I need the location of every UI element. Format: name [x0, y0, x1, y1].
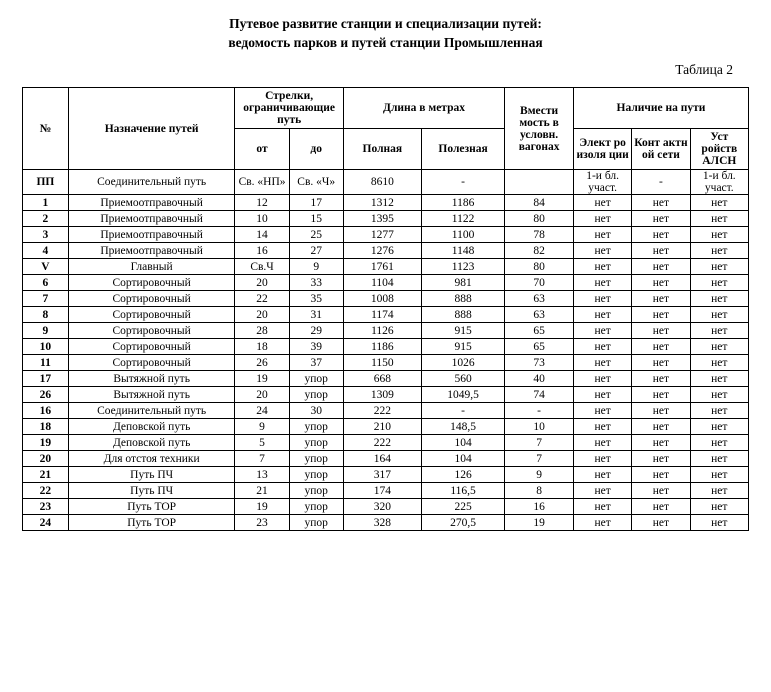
table-body [23, 170, 749, 531]
cell-electro-isolation: нет [573, 243, 631, 259]
header-contact-network: Конт актн ой сети [632, 129, 690, 170]
cell-length-useful: 270,5 [421, 515, 504, 531]
cell-capacity: 8 [505, 483, 574, 499]
header-to: до [289, 129, 343, 170]
cell-capacity: 78 [505, 227, 574, 243]
cell-purpose: Для отстоя техники [68, 451, 235, 467]
cell-number: 4 [23, 243, 69, 259]
cell-contact-network: нет [632, 291, 690, 307]
title-line-1: Путевое развитие станции и специализации путей: [229, 16, 542, 31]
cell-purpose: Сортировочный [68, 275, 235, 291]
cell-alsn: нет [690, 483, 748, 499]
header-useful-length: Полезная [421, 129, 504, 170]
cell-electro-isolation: нет [573, 339, 631, 355]
cell-electro-isolation: нет [573, 227, 631, 243]
cell-number: 8 [23, 307, 69, 323]
cell-switch-to: Св. «Ч» [289, 170, 343, 195]
header-switches: Стрелки, ограничивающие путь [235, 88, 343, 129]
cell-length-full: 1186 [343, 339, 421, 355]
cell-length-full: 1395 [343, 211, 421, 227]
cell-number: 6 [23, 275, 69, 291]
cell-contact-network: нет [632, 339, 690, 355]
cell-contact-network: нет [632, 387, 690, 403]
cell-switch-from: Св.Ч [235, 259, 289, 275]
cell-length-full: 222 [343, 403, 421, 419]
table-row [23, 355, 749, 371]
cell-alsn: нет [690, 499, 748, 515]
cell-length-useful: 225 [421, 499, 504, 515]
cell-number: 19 [23, 435, 69, 451]
cell-electro-isolation: нет [573, 195, 631, 211]
cell-switch-to: упор [289, 515, 343, 531]
cell-number: V [23, 259, 69, 275]
cell-switch-to: 31 [289, 307, 343, 323]
cell-switch-to: 30 [289, 403, 343, 419]
cell-switch-to: упор [289, 371, 343, 387]
cell-electro-isolation: нет [573, 515, 631, 531]
header-full-length: Полная [343, 129, 421, 170]
cell-purpose: Путь ТОР [68, 499, 235, 515]
table-row [23, 195, 749, 211]
cell-electro-isolation: нет [573, 275, 631, 291]
header-length: Длина в метрах [343, 88, 504, 129]
cell-length-useful: - [421, 170, 504, 195]
cell-length-useful: 104 [421, 451, 504, 467]
cell-purpose: Сортировочный [68, 291, 235, 307]
table-header [23, 88, 749, 170]
cell-electro-isolation: нет [573, 403, 631, 419]
table-row [23, 451, 749, 467]
cell-switch-to: 37 [289, 355, 343, 371]
cell-switch-to: 29 [289, 323, 343, 339]
cell-contact-network: нет [632, 499, 690, 515]
cell-number: 11 [23, 355, 69, 371]
cell-length-useful: - [421, 403, 504, 419]
cell-switch-from: 20 [235, 275, 289, 291]
cell-purpose: Приемоотправочный [68, 211, 235, 227]
header-alsn: Уст ройств АЛСН [690, 129, 748, 170]
table-caption: Таблица 2 [675, 62, 733, 77]
cell-switch-from: 20 [235, 307, 289, 323]
cell-switch-from: 16 [235, 243, 289, 259]
table-row [23, 307, 749, 323]
cell-contact-network: нет [632, 403, 690, 419]
cell-contact-network: нет [632, 211, 690, 227]
cell-capacity: 65 [505, 323, 574, 339]
table-container [0, 78, 771, 531]
cell-alsn: нет [690, 275, 748, 291]
cell-capacity [505, 170, 574, 195]
cell-length-full: 1276 [343, 243, 421, 259]
cell-length-full: 222 [343, 435, 421, 451]
cell-switch-to: 15 [289, 211, 343, 227]
cell-contact-network: нет [632, 355, 690, 371]
cell-length-useful: 888 [421, 307, 504, 323]
cell-length-useful: 1122 [421, 211, 504, 227]
table-row [23, 403, 749, 419]
cell-electro-isolation: нет [573, 371, 631, 387]
cell-electro-isolation: нет [573, 435, 631, 451]
cell-switch-to: упор [289, 483, 343, 499]
cell-capacity: 82 [505, 243, 574, 259]
cell-switch-to: упор [289, 387, 343, 403]
cell-switch-from: 18 [235, 339, 289, 355]
cell-capacity: 10 [505, 419, 574, 435]
cell-contact-network: - [632, 170, 690, 195]
cell-contact-network: нет [632, 307, 690, 323]
cell-capacity: 7 [505, 451, 574, 467]
cell-switch-from: 13 [235, 467, 289, 483]
cell-electro-isolation: нет [573, 259, 631, 275]
cell-number: 2 [23, 211, 69, 227]
cell-length-full: 668 [343, 371, 421, 387]
cell-contact-network: нет [632, 515, 690, 531]
cell-switch-to: 33 [289, 275, 343, 291]
cell-length-useful: 1100 [421, 227, 504, 243]
table-row [23, 483, 749, 499]
table-row [23, 387, 749, 403]
table-row [23, 499, 749, 515]
header-purpose: Назначение путей [68, 88, 235, 170]
header-electro-isolation: Элект ро изоля ции [573, 129, 631, 170]
cell-length-full: 1008 [343, 291, 421, 307]
cell-electro-isolation: 1-и бл. участ. [573, 170, 631, 195]
cell-length-useful: 560 [421, 371, 504, 387]
cell-length-useful: 915 [421, 323, 504, 339]
header-num: № [23, 88, 69, 170]
cell-length-full: 1150 [343, 355, 421, 371]
cell-switch-to: 25 [289, 227, 343, 243]
cell-length-full: 320 [343, 499, 421, 515]
cell-capacity: 70 [505, 275, 574, 291]
cell-length-full: 328 [343, 515, 421, 531]
cell-length-full: 164 [343, 451, 421, 467]
cell-number: 26 [23, 387, 69, 403]
table-row [23, 467, 749, 483]
cell-switch-from: 10 [235, 211, 289, 227]
cell-alsn: нет [690, 323, 748, 339]
header-capacity: Вмести мость в условн. вагонах [505, 88, 574, 170]
header-from: от [235, 129, 289, 170]
cell-number: 24 [23, 515, 69, 531]
cell-purpose: Вытяжной путь [68, 371, 235, 387]
cell-alsn: нет [690, 195, 748, 211]
table-header-row-1 [23, 88, 749, 129]
cell-length-useful: 1049,5 [421, 387, 504, 403]
cell-switch-from: 9 [235, 419, 289, 435]
cell-electro-isolation: нет [573, 355, 631, 371]
cell-capacity: 65 [505, 339, 574, 355]
cell-alsn: нет [690, 403, 748, 419]
cell-purpose: Приемоотправочный [68, 227, 235, 243]
cell-length-useful: 1123 [421, 259, 504, 275]
cell-length-full: 1126 [343, 323, 421, 339]
cell-length-useful: 888 [421, 291, 504, 307]
cell-number: 9 [23, 323, 69, 339]
table-row [23, 515, 749, 531]
cell-switch-from: 14 [235, 227, 289, 243]
cell-purpose: Сортировочный [68, 323, 235, 339]
cell-alsn: нет [690, 387, 748, 403]
cell-contact-network: нет [632, 259, 690, 275]
cell-contact-network: нет [632, 243, 690, 259]
cell-alsn: нет [690, 211, 748, 227]
cell-number: 7 [23, 291, 69, 307]
cell-purpose: Путь ПЧ [68, 467, 235, 483]
cell-contact-network: нет [632, 227, 690, 243]
cell-number: 23 [23, 499, 69, 515]
cell-alsn: нет [690, 467, 748, 483]
cell-switch-to: 17 [289, 195, 343, 211]
table-row [23, 435, 749, 451]
cell-switch-from: 20 [235, 387, 289, 403]
cell-contact-network: нет [632, 371, 690, 387]
cell-contact-network: нет [632, 419, 690, 435]
cell-purpose: Путь ТОР [68, 515, 235, 531]
cell-capacity: 74 [505, 387, 574, 403]
cell-purpose: Сортировочный [68, 307, 235, 323]
cell-switch-to: упор [289, 499, 343, 515]
cell-switch-to: упор [289, 467, 343, 483]
cell-length-full: 174 [343, 483, 421, 499]
cell-alsn: нет [690, 227, 748, 243]
cell-capacity: 7 [505, 435, 574, 451]
cell-length-useful: 104 [421, 435, 504, 451]
table-row [23, 419, 749, 435]
cell-length-full: 317 [343, 467, 421, 483]
cell-switch-to: упор [289, 419, 343, 435]
cell-purpose: Путь ПЧ [68, 483, 235, 499]
cell-number: 18 [23, 419, 69, 435]
cell-purpose: Деповской путь [68, 435, 235, 451]
cell-electro-isolation: нет [573, 387, 631, 403]
cell-length-useful: 1026 [421, 355, 504, 371]
header-presence: Наличие на пути [573, 88, 748, 129]
cell-electro-isolation: нет [573, 323, 631, 339]
cell-length-useful: 148,5 [421, 419, 504, 435]
cell-electro-isolation: нет [573, 211, 631, 227]
cell-contact-network: нет [632, 483, 690, 499]
cell-switch-from: 23 [235, 515, 289, 531]
cell-switch-from: 19 [235, 499, 289, 515]
cell-alsn: нет [690, 419, 748, 435]
cell-capacity: 40 [505, 371, 574, 387]
cell-contact-network: нет [632, 435, 690, 451]
cell-capacity: 9 [505, 467, 574, 483]
cell-contact-network: нет [632, 275, 690, 291]
table-row [23, 339, 749, 355]
table-row [23, 259, 749, 275]
cell-length-useful: 116,5 [421, 483, 504, 499]
cell-number: 3 [23, 227, 69, 243]
table-row [23, 371, 749, 387]
cell-length-full: 8610 [343, 170, 421, 195]
cell-electro-isolation: нет [573, 307, 631, 323]
cell-electro-isolation: нет [573, 419, 631, 435]
cell-length-useful: 1186 [421, 195, 504, 211]
table-row [23, 211, 749, 227]
cell-capacity: 80 [505, 259, 574, 275]
table-row [23, 170, 749, 195]
cell-purpose: Деповской путь [68, 419, 235, 435]
cell-length-full: 1104 [343, 275, 421, 291]
cell-number: 20 [23, 451, 69, 467]
cell-capacity: 80 [505, 211, 574, 227]
cell-purpose: Вытяжной путь [68, 387, 235, 403]
table-row [23, 275, 749, 291]
cell-purpose: Соединительный путь [68, 403, 235, 419]
document-title [0, 0, 771, 52]
cell-alsn: нет [690, 435, 748, 451]
cell-length-useful: 915 [421, 339, 504, 355]
cell-contact-network: нет [632, 195, 690, 211]
cell-number: 1 [23, 195, 69, 211]
cell-switch-from: 5 [235, 435, 289, 451]
cell-contact-network: нет [632, 451, 690, 467]
cell-alsn: нет [690, 291, 748, 307]
cell-alsn: нет [690, 339, 748, 355]
cell-length-full: 1309 [343, 387, 421, 403]
cell-capacity: 73 [505, 355, 574, 371]
table-row [23, 243, 749, 259]
cell-purpose: Сортировочный [68, 355, 235, 371]
cell-switch-from: 22 [235, 291, 289, 307]
cell-alsn: нет [690, 243, 748, 259]
cell-purpose: Приемоотправочный [68, 243, 235, 259]
cell-contact-network: нет [632, 323, 690, 339]
cell-switch-to: 39 [289, 339, 343, 355]
cell-switch-from: 19 [235, 371, 289, 387]
cell-purpose: Главный [68, 259, 235, 275]
cell-capacity: 84 [505, 195, 574, 211]
cell-length-useful: 126 [421, 467, 504, 483]
cell-number: ПП [23, 170, 69, 195]
cell-length-useful: 981 [421, 275, 504, 291]
cell-switch-to: упор [289, 435, 343, 451]
cell-capacity: 16 [505, 499, 574, 515]
cell-switch-to: упор [289, 451, 343, 467]
cell-electro-isolation: нет [573, 451, 631, 467]
cell-switch-from: Св. «НП» [235, 170, 289, 195]
cell-length-full: 1174 [343, 307, 421, 323]
cell-alsn: нет [690, 451, 748, 467]
cell-number: 22 [23, 483, 69, 499]
cell-alsn: нет [690, 515, 748, 531]
cell-electro-isolation: нет [573, 499, 631, 515]
cell-length-full: 1277 [343, 227, 421, 243]
cell-purpose: Сортировочный [68, 339, 235, 355]
cell-number: 16 [23, 403, 69, 419]
cell-alsn: нет [690, 307, 748, 323]
cell-switch-to: 9 [289, 259, 343, 275]
table-row [23, 323, 749, 339]
cell-capacity: - [505, 403, 574, 419]
cell-electro-isolation: нет [573, 467, 631, 483]
cell-length-full: 210 [343, 419, 421, 435]
cell-switch-from: 28 [235, 323, 289, 339]
cell-switch-from: 24 [235, 403, 289, 419]
cell-switch-from: 26 [235, 355, 289, 371]
cell-switch-from: 12 [235, 195, 289, 211]
cell-alsn: нет [690, 259, 748, 275]
cell-purpose: Соединительный путь [68, 170, 235, 195]
cell-number: 10 [23, 339, 69, 355]
cell-capacity: 63 [505, 307, 574, 323]
cell-alsn: 1-и бл. участ. [690, 170, 748, 195]
cell-contact-network: нет [632, 467, 690, 483]
table-row [23, 227, 749, 243]
cell-alsn: нет [690, 371, 748, 387]
cell-length-full: 1761 [343, 259, 421, 275]
cell-switch-from: 7 [235, 451, 289, 467]
cell-electro-isolation: нет [573, 291, 631, 307]
cell-switch-from: 21 [235, 483, 289, 499]
tracks-table [22, 87, 749, 531]
cell-purpose: Приемоотправочный [68, 195, 235, 211]
cell-number: 21 [23, 467, 69, 483]
cell-length-full: 1312 [343, 195, 421, 211]
table-row [23, 291, 749, 307]
title-line-2: ведомость парков и путей станции Промышленная [228, 35, 543, 50]
cell-alsn: нет [690, 355, 748, 371]
cell-capacity: 19 [505, 515, 574, 531]
cell-number: 17 [23, 371, 69, 387]
cell-electro-isolation: нет [573, 483, 631, 499]
cell-capacity: 63 [505, 291, 574, 307]
cell-length-useful: 1148 [421, 243, 504, 259]
cell-switch-to: 27 [289, 243, 343, 259]
cell-switch-to: 35 [289, 291, 343, 307]
